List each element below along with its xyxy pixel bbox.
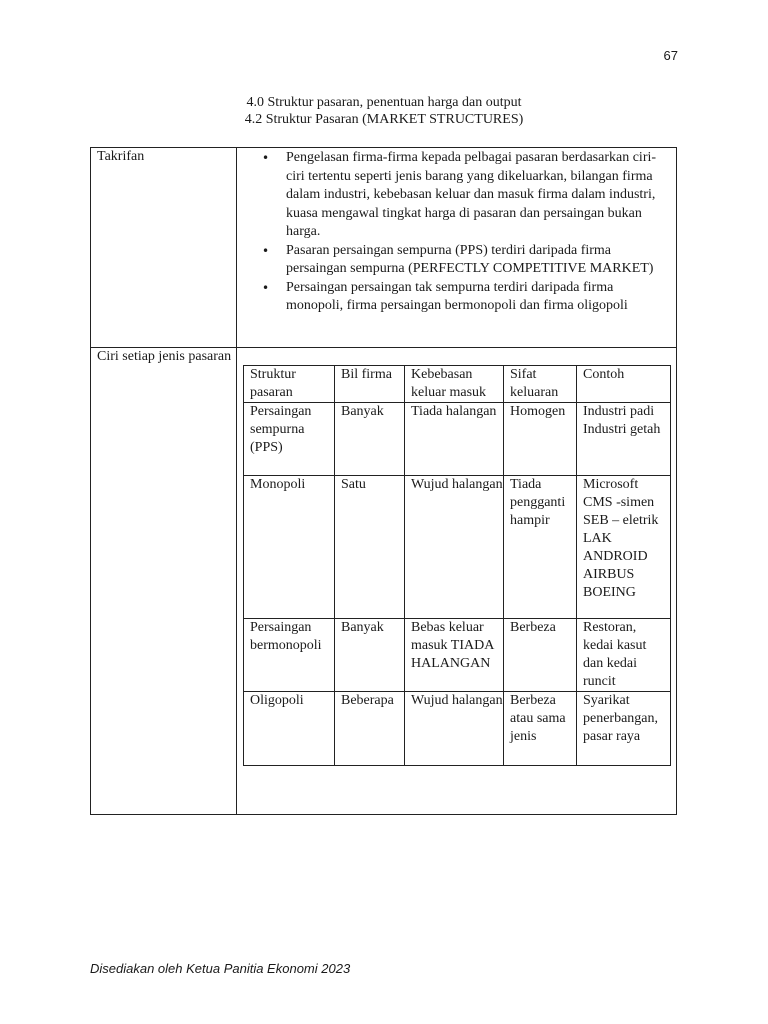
table-cell: Industri padi Industri getah [577, 403, 671, 476]
table-row [244, 476, 671, 619]
table-cell: Tiada halangan [405, 403, 504, 476]
table-header-row [244, 366, 671, 403]
table-cell: Bebas keluar masuk TIADA HALANGAN [405, 619, 504, 692]
table-cell: Satu [335, 476, 405, 619]
features-label: Ciri setiap jenis pasaran [97, 349, 232, 364]
column-divider [236, 148, 237, 814]
table-cell: Syarikat penerbangan, pasar raya [577, 692, 671, 766]
list-item: • Pasaran persaingan sempurna (PPS) terdiri daripada firma persaingan sempurna (PERFECTLY COMPETITIVE MARKET) [255, 242, 670, 279]
table-cell: Persaingan sempurna (PPS) [244, 403, 335, 476]
table-row [244, 692, 671, 766]
table-cell: Oligopoli [244, 692, 335, 766]
table-cell: Berbeza atau sama jenis [504, 692, 577, 766]
table-cell: Berbeza [504, 619, 577, 692]
table-row [244, 619, 671, 692]
table-cell: Wujud halangan [405, 692, 504, 766]
table-cell: Persaingan bermonopoli [244, 619, 335, 692]
table-row [244, 403, 671, 476]
market-features-table [243, 365, 671, 766]
table-cell: Homogen [504, 403, 577, 476]
table-cell: Beberapa [335, 692, 405, 766]
list-item: • Pengelasan firma-firma kepada pelbagai pasaran berdasarkan ciri-ciri tertentu seperti jenis barang yang dikeluarkan, bilangan firma dalam industri, kebebasan keluar dan masuk firma dalam industri, kuasa mengawal tingkat harga di pasaran dan persaingan bukan harga. [255, 149, 670, 242]
header-cell: Struktur pasaran [244, 366, 335, 403]
list-item: • Persaingan persaingan tak sempurna terdiri daripada firma monopoli, firma persaingan bermonopoli dan firma oligopoli [255, 279, 670, 316]
table-cell: Monopoli [244, 476, 335, 619]
header-cell: Contoh [577, 366, 671, 403]
subsection-heading: 4.2 Struktur Pasaran (MARKET STRUCTURES) [244, 112, 524, 127]
table-cell: Microsoft CMS -simen SEB – eletrik LAK ANDROID AIRBUS BOEING [577, 476, 671, 619]
market-structure-table [90, 147, 677, 815]
table-cell: Tiada pengganti hampir [504, 476, 577, 619]
section-heading: 4.0 Struktur pasaran, penentuan harga dan output [246, 95, 522, 110]
page-number: 67 [663, 48, 678, 63]
header-cell: Bil firma [335, 366, 405, 403]
table-cell: Restoran, kedai kasut dan kedai runcit [577, 619, 671, 692]
definition-label: Takrifan [97, 149, 145, 164]
table-cell: Banyak [335, 403, 405, 476]
header-cell: Sifat keluaran [504, 366, 577, 403]
header-cell: Kebebasan keluar masuk [405, 366, 504, 403]
table-cell: Wujud halangan [405, 476, 504, 619]
table-cell: Banyak [335, 619, 405, 692]
definition-list [255, 149, 670, 316]
footer-note: Disediakan oleh Ketua Panitia Ekonomi 2023 [90, 961, 351, 976]
